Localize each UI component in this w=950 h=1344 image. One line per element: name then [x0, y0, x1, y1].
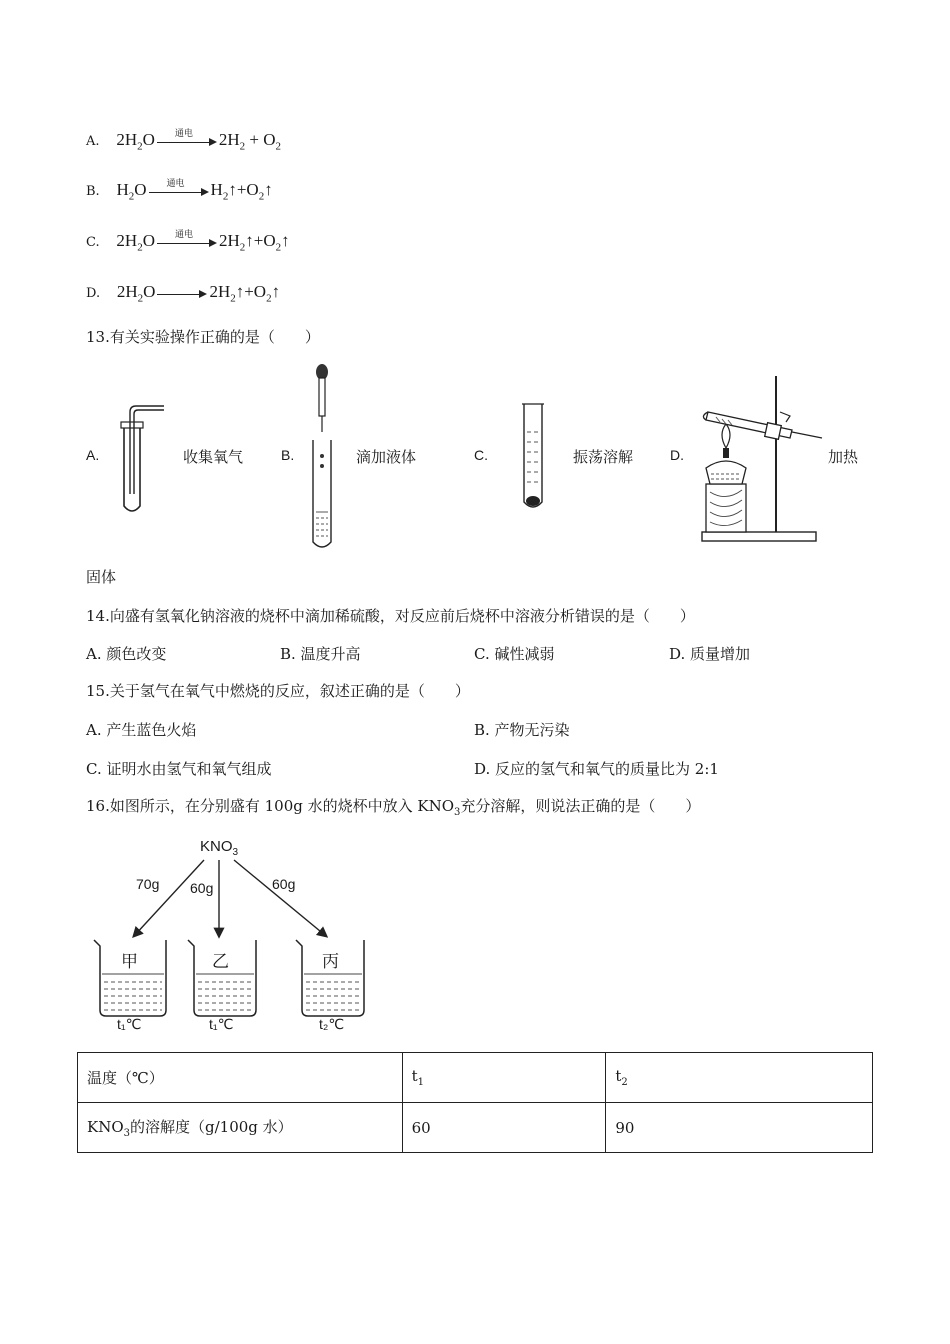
q13-option-c-letter: C.: [474, 447, 488, 463]
option-letter: C.: [86, 235, 100, 250]
heating-apparatus-icon: [696, 372, 824, 544]
table-header-cell: 温度（℃）: [78, 1053, 403, 1103]
solubility-table: [77, 1052, 873, 1153]
q13-option-a-text[interactable]: 收集氧气: [183, 448, 244, 466]
option-letter: A.: [86, 134, 100, 149]
table-row: [78, 1103, 873, 1153]
q15-option-d[interactable]: D. 反应的氢气和氧气的质量比为 2:1: [474, 760, 719, 778]
reaction-arrow-icon: 通电: [157, 235, 217, 249]
shaking-test-tube-icon: [518, 402, 548, 514]
reaction-arrow-icon: [157, 286, 207, 300]
q16-stem: 16.如图所示，在分别盛有 100g 水的烧杯中放入 $KNO_3$充分溶解，则说法正确的是（ ）: [86, 797, 701, 818]
beaker-yi-temp: t₁℃: [209, 1016, 234, 1032]
beaker-bing-label: 丙: [322, 952, 339, 972]
q13-option-d-wrap: 固体: [86, 568, 117, 586]
q14-stem: 14.向盛有氢氧化钠溶液的烧杯中滴加稀硫酸，对反应前后烧杯中溶液分析错误的是（ ）: [86, 607, 695, 625]
reaction-arrow-icon: 通电: [149, 184, 209, 198]
beaker-jia-temp: t₁℃: [117, 1016, 142, 1032]
beaker-bing-temp: t₂℃: [319, 1016, 345, 1032]
amount-label-bing: 60g: [272, 876, 296, 892]
q12-option-b[interactable]: [86, 180, 273, 202]
amount-label-yi: 60g: [190, 880, 214, 896]
q15-option-a[interactable]: A. 产生蓝色火焰: [86, 721, 197, 739]
q13-option-b-letter: B.: [281, 447, 295, 463]
q13-option-a-letter: A.: [86, 447, 100, 463]
dropper-test-tube-icon: [305, 362, 341, 552]
reaction-arrow-icon: 通电: [157, 134, 217, 148]
option-letter: D.: [86, 286, 101, 301]
kno3-source-label: $KNO_3$: [200, 838, 239, 858]
q12-option-d[interactable]: [86, 282, 280, 304]
equation-b: $H_2O$ 通电 $H_2↑+O_2↑$: [116, 178, 273, 203]
table-header-cell: $KNO_3$的溶解度（g/100g 水）: [78, 1103, 403, 1153]
q12-option-a[interactable]: [86, 130, 281, 152]
table-cell: 60: [402, 1103, 606, 1153]
option-letter: B.: [86, 184, 100, 199]
equation-d: $2H_2O$ $2H_2↑+O_2↑$: [116, 282, 281, 305]
table-cell: 90: [606, 1103, 873, 1153]
q14-option-b[interactable]: B. 温度升高: [280, 645, 361, 663]
table-row: [78, 1053, 873, 1103]
q13-option-c-text[interactable]: 振荡溶解: [573, 448, 634, 466]
amount-label-jia: 70g: [136, 876, 160, 892]
q13-option-d-text[interactable]: 加热: [828, 448, 859, 466]
table-cell: $t_1$: [402, 1053, 606, 1103]
q14-option-a[interactable]: A. 颜色改变: [86, 645, 167, 663]
q13-stem: 13.有关实验操作正确的是（ ）: [86, 328, 320, 346]
beaker-yi-label: 乙: [212, 952, 229, 972]
table-cell: $t_2$: [606, 1053, 873, 1103]
q14-option-d[interactable]: D. 质量增加: [669, 645, 751, 663]
q12-option-c[interactable]: [86, 231, 290, 253]
equation-c: $2H_2O$ 通电 $2H_2↑+O_2↑$: [116, 229, 290, 254]
beaker-figure: [88, 852, 378, 1038]
equation-a: $2H_2O$ 通电 $2H_2 + O_2$: [116, 128, 282, 153]
beaker-jia-label: 甲: [121, 952, 138, 972]
q14-option-c[interactable]: C. 碱性减弱: [474, 645, 555, 663]
q13-option-b-text[interactable]: 滴加液体: [356, 448, 417, 466]
q15-option-b[interactable]: B. 产物无污染: [474, 721, 570, 739]
q15-stem: 15.关于氢气在氧气中燃烧的反应，叙述正确的是（ ）: [86, 682, 470, 700]
gas-collection-tube-icon: [118, 402, 170, 517]
q15-option-c[interactable]: C. 证明水由氢气和氧气组成: [86, 760, 272, 778]
q13-option-d-letter: D.: [670, 447, 684, 463]
